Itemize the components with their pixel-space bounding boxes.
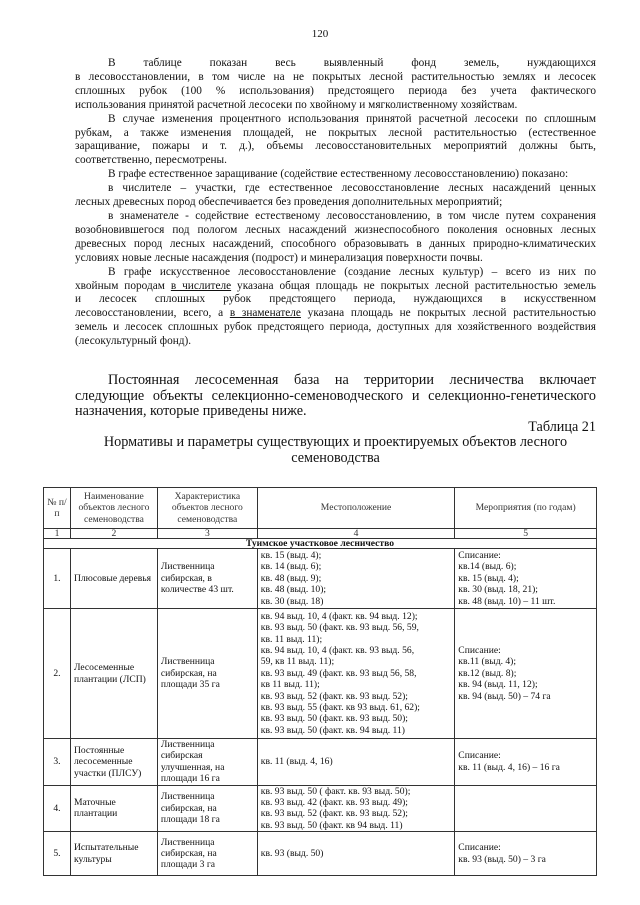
action-line: кв. 94 (выд. 11, 12); <box>458 679 538 691</box>
header-num: № п/п <box>44 488 71 529</box>
intro-line: Постоянная лесосеменная база на территории лесничества включает <box>108 373 596 388</box>
action-line: кв. 30 (выд. 18, 21); <box>458 584 538 596</box>
object-characteristic: Лиственница сибирская, на площади 35 га <box>157 609 257 739</box>
object-name: Постоянные лесосеменные участки (ПЛСУ) <box>70 739 157 786</box>
col-number: 3 <box>157 529 257 539</box>
location-line: кв. 93 выд. 50 (факт. кв 94 выд. 11) <box>260 819 403 831</box>
header-name: Наименование объектов лесного семеноводства <box>70 488 157 529</box>
paragraph-line: соответственно, пересмотрены. <box>75 154 227 167</box>
location-line: кв. 93 выд. 52 (факт. кв. 93 выд. 52); <box>260 808 408 820</box>
row-number: 2. <box>44 609 71 739</box>
action-line: кв. 48 (выд. 10) – 11 шт. <box>458 595 556 607</box>
actions-cell <box>455 739 597 786</box>
location-line: кв. 48 (выд. 10); <box>260 584 327 596</box>
object-characteristic: Лиственница сибирская улучшенная, на площади 16 га <box>157 739 257 786</box>
paragraph-line: хвойным породам в числителе указана общая площадь не покрытых лесной растительностью земель <box>75 279 596 292</box>
actions-cell <box>455 785 597 832</box>
paragraph-line: В таблице показан весь выявленный фонд земель, нуждающихся <box>108 57 596 69</box>
table-row <box>44 549 597 609</box>
action-line: кв. 93 (выд. 50) – 3 га <box>458 853 546 865</box>
object-name: Испытательные культуры <box>70 832 157 876</box>
action-line: Списание: <box>458 644 501 656</box>
location-line: кв. 15 (выд. 4); <box>260 549 322 561</box>
table-number: Таблица 21 <box>528 419 596 435</box>
paragraph-line: сплошных рубок (100 % использования) предстоящего периода без учета фактического <box>75 84 596 97</box>
location-cell <box>257 609 455 739</box>
col-number: 5 <box>455 529 597 539</box>
paragraph-line: рубкам, а также изменения площадей, не покрытых лесной растительностью (естественное <box>75 126 596 139</box>
header-char: Характеристика объектов лесного семеноводства <box>157 488 257 529</box>
action-line: Списание: <box>458 549 501 561</box>
table-row <box>44 832 597 876</box>
location-line: кв. 93 выд. 49 (факт. кв. 93 выд 56, 58, <box>260 667 417 679</box>
location-line: кв. 93 выд. 55 (факт. кв 93 выд. 61, 62); <box>260 702 420 714</box>
body-text <box>75 57 596 349</box>
object-characteristic: Лиственница сибирская, в количестве 43 шт. <box>157 549 257 609</box>
intro-line: следующие объекты селекционно-семеноводческого и селекционно-генетического <box>75 388 596 404</box>
paragraph-line: лесных древесных пород обеспечивается без проведения дополнительных мероприятий; <box>75 196 503 209</box>
actions-cell <box>455 549 597 609</box>
paragraph-line: в числителе – участки, где естественное лесовосстановление лесных насаждений ценных <box>108 182 596 195</box>
location-line: кв. 93 выд. 42 (факт. кв. 93 выд. 49); <box>260 797 408 809</box>
location-cell <box>257 785 455 832</box>
action-line: кв. 11 (выд. 4, 16) – 16 га <box>458 761 560 773</box>
seed-objects-table <box>43 487 597 876</box>
location-line: кв. 11 (выд. 4, 16) <box>260 756 333 768</box>
paragraph-line: В графе искусственное лесовосстановление (создание лесных культур) – всего из них по <box>108 265 596 278</box>
location-line: кв. 94 выд. 10, 4 (факт. кв. 93 выд. 56, <box>260 644 415 656</box>
location-line: кв. 48 (выд. 9); <box>260 572 322 584</box>
table-row <box>44 609 597 739</box>
location-line: кв. 94 выд. 10, 4 (факт. кв. 94 выд. 12); <box>260 610 418 622</box>
page-number: 120 <box>311 28 329 40</box>
location-line: кв. 93 выд. 50 (факт. кв. 93 выд. 50); <box>260 713 408 725</box>
section-row <box>44 539 597 549</box>
paragraph-line: В случае изменения процентного использования принятой расчетной лесосеки по сплошным <box>108 112 596 125</box>
location-cell <box>257 739 455 786</box>
object-name: Лесосеменные плантации (ЛСП) <box>70 609 157 739</box>
paragraph-line: в лесовосстановлении, в том числе на не покрытых лесной растительностью землях и лесосек <box>75 70 596 83</box>
paragraph-line: древесных пород лесных насаждений, способного образовывать в данных природно-климатических <box>75 237 596 250</box>
col-number: 2 <box>70 529 157 539</box>
location-line: кв. 30 (выд. 18) <box>260 595 324 607</box>
col-number: 1 <box>44 529 71 539</box>
paragraph-line: лесовосстановлении, всего, а в знаменателе указана площадь не покрытых лесной растительностью <box>75 307 596 320</box>
location-cell <box>257 549 455 609</box>
row-number: 1. <box>44 549 71 609</box>
table-row <box>44 739 597 786</box>
location-cell <box>257 832 455 876</box>
paragraph-line: земель и лесосек сплошных рубок предстоящего периода, доступных для хозяйственного воздействия <box>75 321 596 334</box>
paragraph-line: заращивание, пожары и т. д.), объемы лесовосстановительных мероприятий должны быть, <box>75 140 596 153</box>
object-characteristic: Лиственница сибирская, на площади 18 га <box>157 785 257 832</box>
action-line: Списание: <box>458 750 501 762</box>
location-line: кв. 14 (выд. 6); <box>260 561 322 573</box>
action-line: кв.12 (выд. 8); <box>458 667 517 679</box>
paragraph-line: в знаменателе - содействие естественому лесовосстановлению, в том числе путем сохранения <box>108 209 596 222</box>
intro-paragraph <box>75 373 596 420</box>
object-name: Маточные плантации <box>70 785 157 832</box>
location-line: кв. 93 выд. 52 (факт. кв. 93 выд. 52); <box>260 690 408 702</box>
table-title: Нормативы и параметры существующих и проектируемых объектов лесного семеноводства <box>103 434 568 466</box>
actions-cell <box>455 832 597 876</box>
location-line: кв. 11 выд. 11); <box>260 633 323 645</box>
action-line: кв. 15 (выд. 4); <box>458 572 519 584</box>
paragraph-line: и лесосек сплошных рубок предстоящего периода, нуждающихся в искусственном <box>75 293 596 306</box>
actions-cell <box>455 609 597 739</box>
intro-line: назначения, которые приведены ниже. <box>75 404 307 419</box>
header-actions: Мероприятия (по годам) <box>455 488 597 529</box>
paragraph-line: возобновившегося под пологом лесных насаждений жизнеспособного поколения основных лесных <box>75 223 596 236</box>
location-line: кв. 93 выд. 50 (факт. кв. 94 выд. 11) <box>260 724 405 736</box>
paragraph-line: условиях новые лесные насаждения (подрост) и минерализация поверхности почвы. <box>75 251 483 264</box>
paragraph-line: использования принятой расчетной лесосеки по хвойному и мягколиственному хозяйствам. <box>75 98 518 111</box>
location-line: 59, кв 11 выд. 11); <box>260 656 335 668</box>
row-number: 5. <box>44 832 71 876</box>
location-line: кв. 93 (выд. 50) <box>260 848 324 860</box>
object-characteristic: Лиственница сибирская, на площади 3 га <box>157 832 257 876</box>
col-number: 4 <box>257 529 455 539</box>
table-header-row <box>44 488 597 529</box>
paragraph-line: (лесокультурный фонд). <box>75 335 192 348</box>
row-number: 4. <box>44 785 71 832</box>
paragraph-line: В графе естественное заращивание (содействие естественному лесовосстановлению) показано: <box>108 168 569 181</box>
object-name: Плюсовые деревья <box>70 549 157 609</box>
action-line: кв.11 (выд. 4); <box>458 656 517 668</box>
location-line: кв. 93 выд. 50 (факт. кв. 93 выд. 56, 59, <box>260 622 419 634</box>
location-line: кв. 93 выд. 50 ( факт. кв. 93 выд. 50); <box>260 785 411 797</box>
table-row <box>44 785 597 832</box>
section-title: Туимское участковое лесничество <box>44 539 597 549</box>
location-line: кв 11 выд. 11); <box>260 679 320 691</box>
column-number-row <box>44 529 597 539</box>
action-line: кв. 94 (выд. 50) – 74 га <box>458 690 551 702</box>
header-location: Местоположение <box>257 488 455 529</box>
action-line: Списание: <box>458 842 501 854</box>
action-line: кв.14 (выд. 6); <box>458 561 517 573</box>
row-number: 3. <box>44 739 71 786</box>
